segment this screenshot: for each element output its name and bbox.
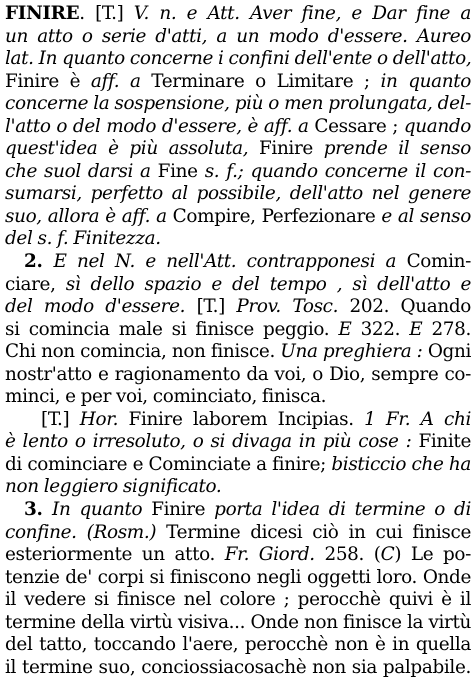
text-line [5,319,471,342]
text-line [5,634,471,657]
text-run: minci, e per voi, cominciato, finisca. [5,386,327,408]
text-run: si comincia male si finisce peggio. [5,318,339,340]
text-run: del modo d'essere. [5,296,186,318]
text-run: E [338,318,352,340]
text-line [5,657,471,679]
text-line [5,251,471,274]
text-run: l'atto o del modo d'essere, è aff. a [5,115,309,137]
text-run: nostr'atto e ragionamento da voi, o Dio, sempre co- [5,363,471,385]
text-line [5,522,471,545]
headword: FINIRE [5,3,80,24]
text-run: confine. (Rosm.) [5,521,157,543]
text-run: Comin- [396,251,471,273]
text-line [5,454,471,477]
text-run: E [409,318,423,340]
text-line [5,386,471,409]
text-run: concerne la sospensione, più o men prolungata, del- [5,93,471,115]
text-run: 1 Fr. A chi [364,408,471,430]
text-run: 322. [351,318,410,340]
text-line [5,48,471,71]
text-line [5,567,471,590]
text-run: di cominciare e Cominciate a finire; [5,453,332,475]
text-line [5,341,471,364]
text-line [5,364,471,387]
text-run: 202. Quando [338,296,471,318]
text-line [5,476,471,499]
text-run: ciare, [5,273,66,295]
text-run: aff. a [90,70,141,92]
text-run: [T.] [41,408,80,430]
text-run: lat. In quanto concerne i confini dell'ente o dell'atto, [5,48,472,70]
text-run: Cessare ; [308,115,404,137]
text-line [5,93,471,116]
text-line [5,161,471,184]
text-line [5,71,471,94]
text-run: il vedere si finisce nel colore ; perocchè quivi è il [5,589,471,611]
text-line [5,612,471,635]
text-run: Finire è [5,70,91,92]
text-run: in quanto [380,70,472,92]
text-run: tenzie de' corpi si finiscono negli oggetti loro. Onde [5,566,471,588]
text-run: quando [403,115,471,137]
text-run: 278. [422,318,471,340]
text-run: del tatto, toccando l'aere, perocchè non è in quella [5,634,471,656]
text-run: prende il senso [323,138,471,160]
text-run: Chi non comincia, non finisce. [5,341,281,363]
text-run: Ogni [422,341,472,363]
text-run: E nel N. e nell'Att. contrapponesi a [53,251,397,273]
text-run: Termine dicesi ciò in cui finisce [156,521,472,543]
text-run: bisticcio che ha [331,453,471,475]
text-run: non leggiero significato. [5,476,222,498]
text-line [5,296,471,319]
text-run: suo, allora è aff. a [5,205,167,227]
text-line [5,499,471,522]
text-run: è lento o irresoluto, o si divaga in più cose : [5,431,412,453]
text-run: Terminare o Limitare ; [140,70,381,92]
text-line [5,183,471,206]
text-run: Hor. [79,408,119,430]
text-line [5,409,471,432]
text-line [5,26,471,49]
text-run: V. n. e Att. Aver fine, e Dar fine a [133,3,471,24]
text-run: il termine suo, conciossiacosachè non sia palpabile. [5,656,471,678]
text-run: [T.] [185,296,237,318]
text-run: . [T.] [79,3,134,24]
text-line [5,431,471,454]
text-run: e al senso [381,205,471,227]
text-run: sumarsi, perfetto al possibile, dell'atto nel genere [5,183,471,205]
section-number: 3. [24,499,53,521]
text-run: Finire laborem Incipias. [118,408,365,430]
text-run: Fr. Giord. [224,544,315,566]
text-line [5,206,471,229]
text-run: Prov. Tosc. [236,296,339,318]
text-run: termine della virtù visiva... Onde non finisce la virtù [5,611,471,633]
text-run: Fine [150,160,205,182]
text-line [5,544,471,567]
text-run: 258. ( [314,544,381,566]
text-run: che suol darsi a [5,160,151,182]
text-run: C [380,544,395,566]
text-line [5,274,471,297]
text-run: un atto o serie d'atti, a un modo d'essere. Aureo [5,25,471,47]
text-line [5,116,471,139]
text-run: s. f.; quando concerne il con- [204,160,471,182]
text-run: Finire [142,499,215,521]
section-number: 2. [24,251,54,273]
text-run: Finire [248,138,324,160]
text-run: sì dello spazio e del tempo , sì dell'atto e [65,273,472,295]
text-run: Compire, Perfezionare [166,205,382,227]
text-run: esteriormente un atto. [5,544,225,566]
text-run: del s. f. Finitezza. [5,228,161,250]
text-run: Una preghiera : [280,341,423,363]
text-run: quest'idea è più assoluta, [5,138,249,160]
text-line [5,228,471,251]
dictionary-entry [5,3,471,679]
text-line [5,3,471,26]
text-line [5,589,471,612]
text-run: porta l'idea di termine o di [214,499,471,521]
text-run: In quanto [52,499,143,521]
text-line [5,138,471,161]
text-run: Finite [411,431,471,453]
text-run: ) Le po- [394,544,471,566]
